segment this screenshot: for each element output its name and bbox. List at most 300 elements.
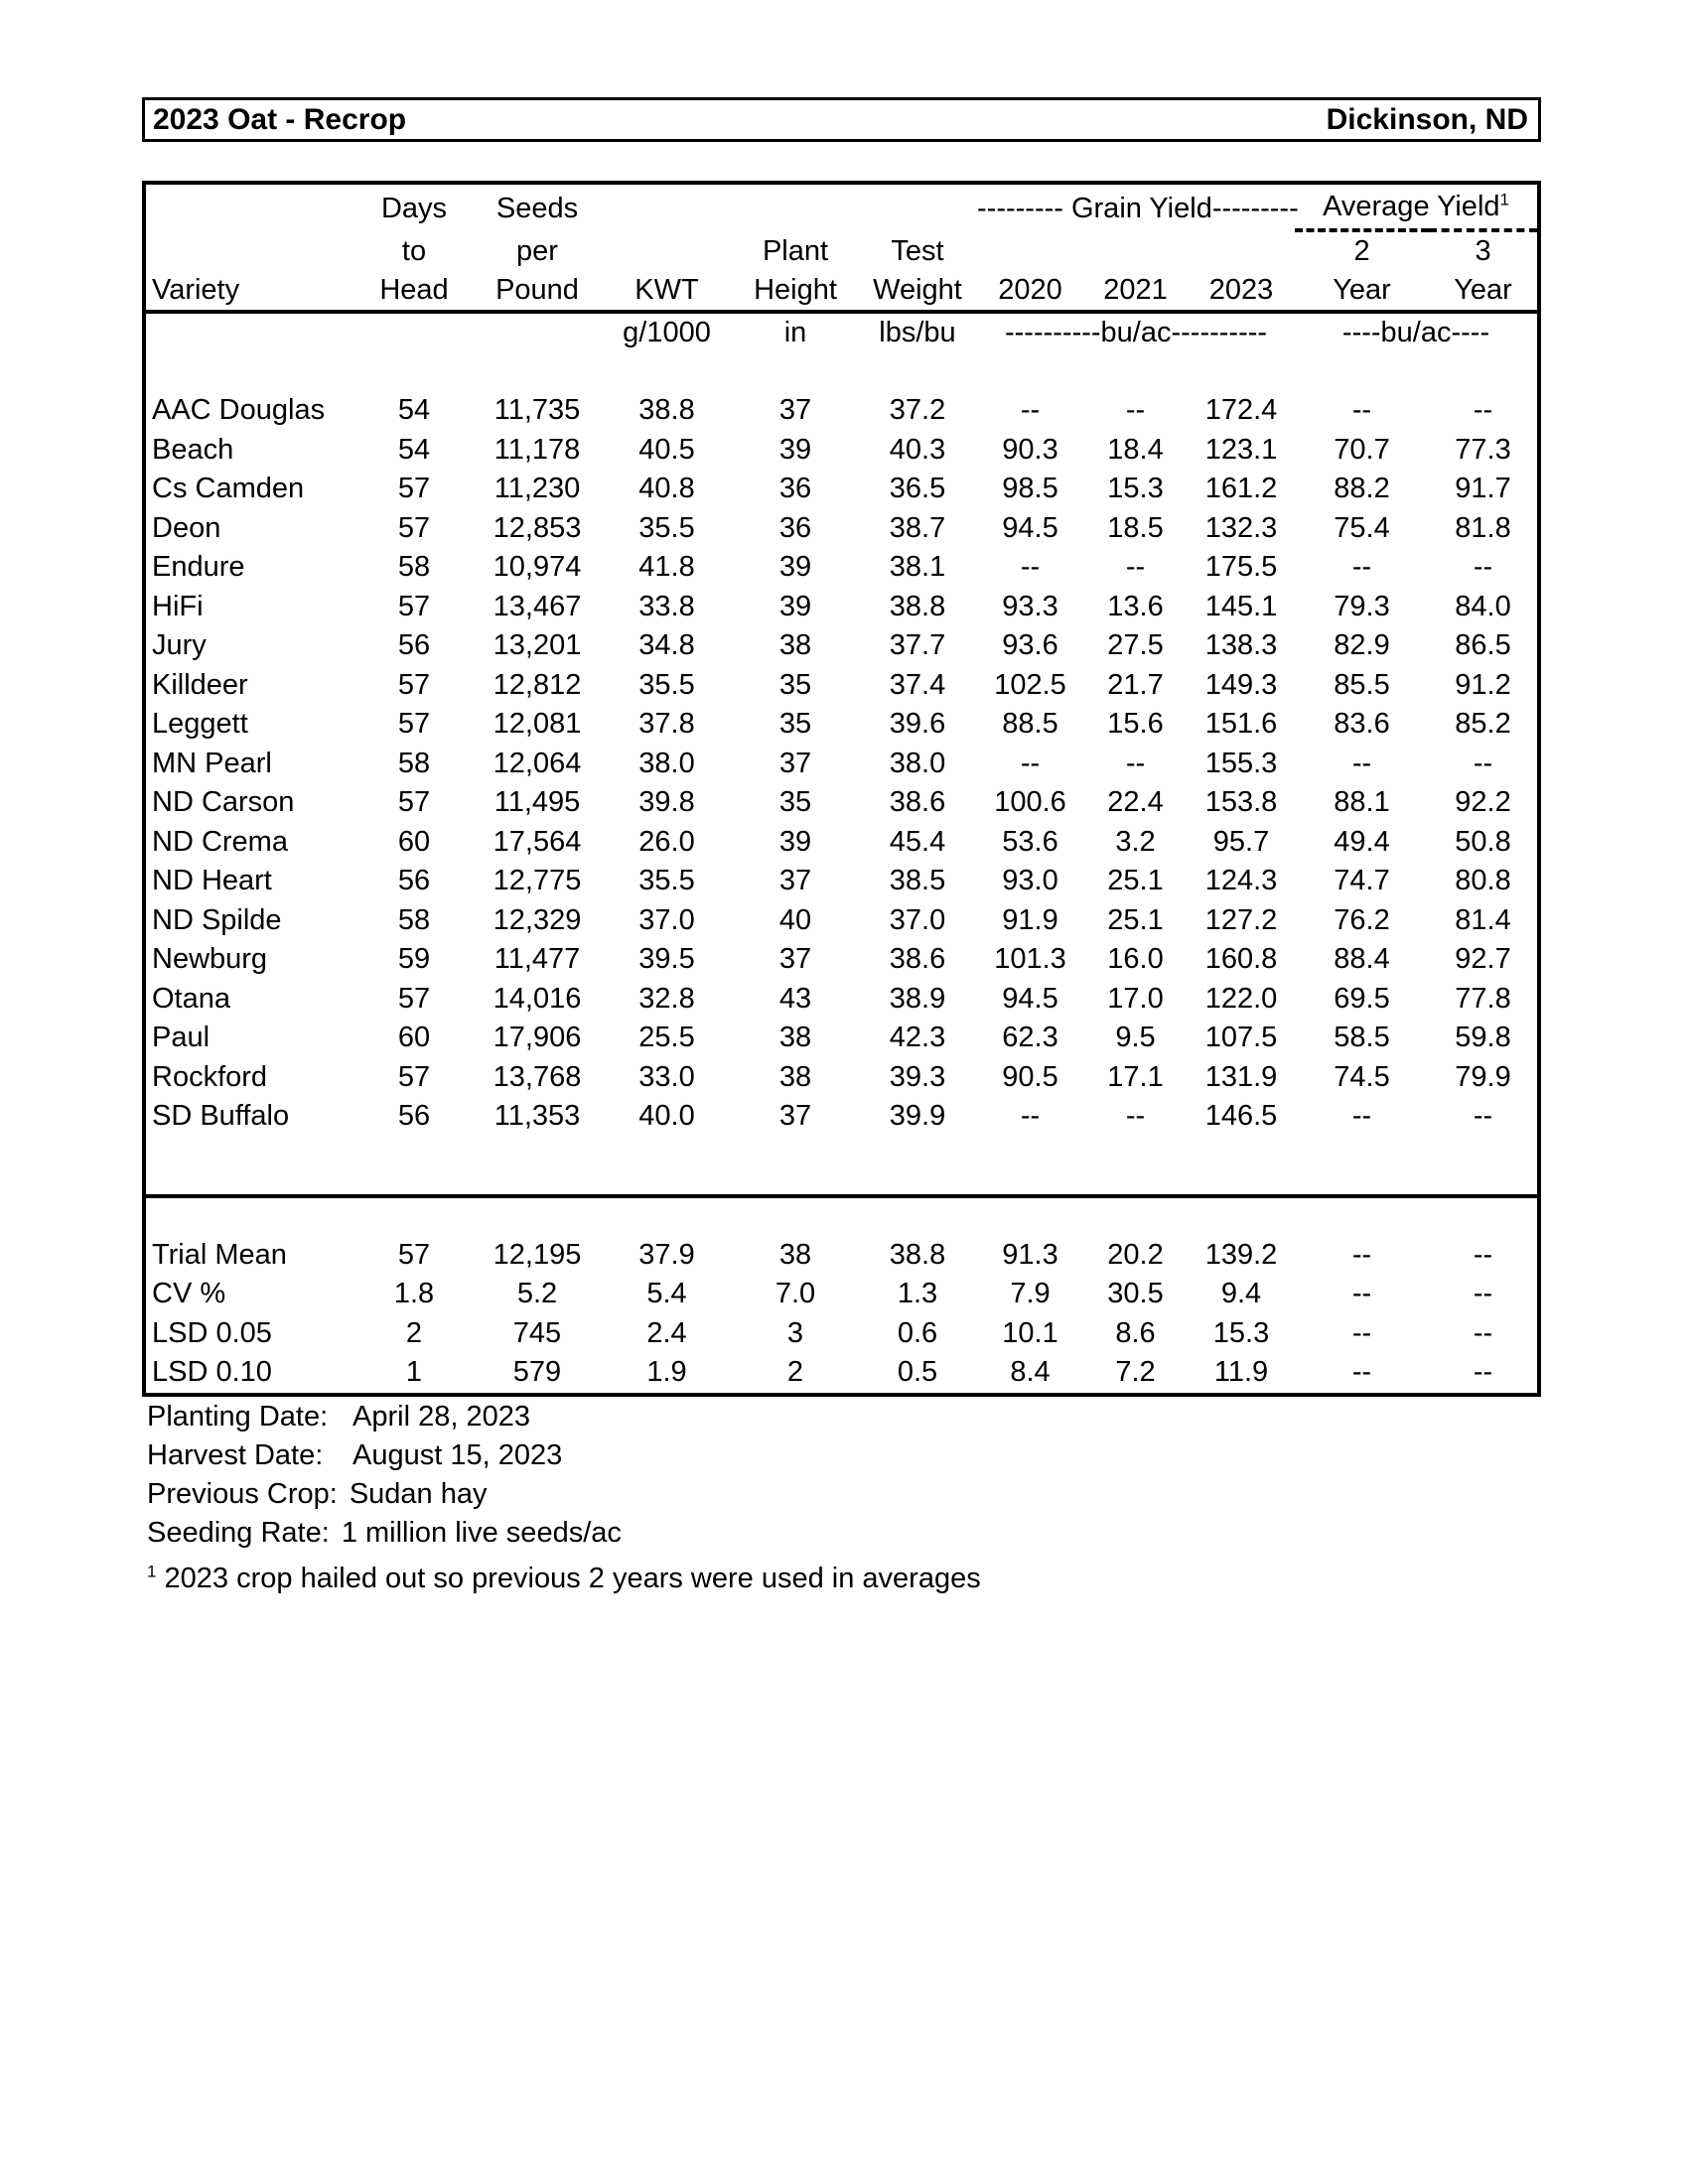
value-cell: 175.5 (1204, 551, 1278, 583)
value-cell: 17.1 (1107, 1060, 1164, 1093)
row-label-cell: Otana (152, 982, 230, 1015)
report-title-bar (142, 97, 1541, 142)
value-cell: 57 (397, 708, 431, 740)
header-row-2 (146, 230, 1537, 271)
value-cell: 77.8 (1455, 982, 1511, 1015)
report-title: 2023 Oat - Recrop (153, 102, 407, 136)
harvest-date-line (147, 1436, 981, 1475)
value-cell: 38 (778, 629, 812, 661)
blank-cell (601, 185, 733, 230)
value-cell: 131.9 (1204, 1060, 1278, 1093)
value-cell: 43 (778, 982, 812, 1015)
row-label-cell: Cs Camden (152, 473, 305, 504)
row-label-cell: Deon (152, 511, 221, 544)
value-cell: 30.5 (1107, 1278, 1164, 1309)
row-label-cell: Leggett (152, 708, 248, 740)
value-cell: 37.9 (638, 1238, 695, 1271)
value-cell: -- (1351, 394, 1372, 426)
value-cell: 56 (397, 629, 431, 661)
previous-crop-value: Sudan hay (349, 1478, 488, 1510)
value-cell: 38.8 (889, 590, 946, 622)
spacer-row (146, 352, 1537, 391)
value-cell: 88.5 (1002, 708, 1058, 740)
value-cell: 34.8 (638, 629, 695, 661)
value-cell: 124.3 (1204, 865, 1278, 896)
variety-row (146, 745, 1537, 784)
footnote-line (147, 1560, 981, 1598)
value-cell: 42.3 (889, 1022, 946, 1053)
row-label-cell: CV % (152, 1278, 226, 1309)
value-cell: 12,812 (493, 668, 582, 701)
value-cell: 33.0 (638, 1060, 695, 1093)
variety-row (146, 509, 1537, 549)
value-cell: 38 (778, 1238, 812, 1271)
value-cell: 85.2 (1455, 708, 1511, 740)
value-cell: 10,974 (493, 551, 582, 583)
value-cell: 12,329 (493, 903, 582, 936)
variety-row (146, 901, 1537, 941)
value-cell: 74.5 (1334, 1060, 1390, 1093)
value-cell: 58 (397, 747, 431, 779)
header-row-1 (146, 185, 1537, 230)
value-cell: 39.6 (889, 708, 946, 740)
value-cell: 745 (512, 1316, 562, 1349)
value-cell: -- (1473, 551, 1493, 583)
summary-row (146, 1275, 1537, 1314)
table-header-section (146, 185, 1537, 391)
value-cell: 83.6 (1334, 708, 1390, 740)
value-cell: 95.7 (1212, 825, 1270, 858)
value-cell: 8.4 (1010, 1356, 1051, 1388)
value-cell: 15.6 (1107, 708, 1164, 740)
value-cell: 91.7 (1455, 473, 1511, 504)
value-cell: 146.5 (1204, 1100, 1278, 1132)
value-cell: 58.5 (1334, 1022, 1390, 1053)
row-label-cell: Trial Mean (152, 1238, 287, 1271)
col-header-head: Head (354, 271, 474, 312)
value-cell: 54 (397, 394, 431, 426)
value-cell: 13,768 (493, 1060, 582, 1093)
value-cell: 151.6 (1204, 708, 1278, 740)
value-cell: 90.3 (1002, 433, 1058, 466)
value-cell: 49.4 (1334, 825, 1390, 858)
value-cell: 35.5 (638, 511, 695, 544)
blank-cell (977, 230, 1083, 271)
value-cell: -- (1020, 747, 1041, 779)
blank-cell (354, 312, 474, 352)
value-cell: 38.9 (889, 982, 946, 1015)
value-cell: 37.0 (638, 903, 695, 936)
value-cell: 122.0 (1204, 982, 1278, 1015)
trial-data-table (146, 185, 1537, 1393)
value-cell: 27.5 (1107, 629, 1164, 661)
col-header-variety: Variety (146, 271, 354, 312)
value-cell: 1.9 (646, 1356, 687, 1388)
value-cell: 38.7 (889, 511, 946, 544)
seeding-rate-label: Seeding Rate: (147, 1517, 330, 1549)
value-cell: 7.2 (1115, 1356, 1156, 1388)
unit-kwt: g/1000 (623, 317, 711, 348)
value-cell: 1 (405, 1356, 423, 1388)
value-cell: 60 (397, 1022, 431, 1053)
value-cell: 40.0 (638, 1100, 695, 1132)
value-cell: 37.2 (889, 394, 946, 426)
value-cell: 12,775 (493, 865, 582, 896)
variety-row (146, 431, 1537, 471)
value-cell: -- (1125, 747, 1146, 779)
trial-table-box (142, 181, 1541, 1397)
value-cell: 35.5 (638, 865, 695, 896)
value-cell: 11,495 (493, 786, 581, 818)
summary-row (146, 1314, 1537, 1354)
value-cell: 8.6 (1115, 1316, 1156, 1349)
value-cell: 101.3 (994, 943, 1066, 975)
blank-cell (601, 230, 733, 271)
value-cell: 18.5 (1107, 511, 1164, 544)
planting-date-line (147, 1398, 981, 1436)
planting-date-label: Planting Date: (147, 1401, 329, 1433)
row-label-cell: LSD 0.10 (152, 1356, 272, 1388)
value-cell: 132.3 (1204, 511, 1278, 544)
spacer-row-separator (146, 1137, 1537, 1196)
value-cell: 37.4 (889, 668, 946, 701)
value-cell: 160.8 (1204, 943, 1278, 975)
value-cell: 35.5 (638, 668, 695, 701)
value-cell: 38.8 (638, 394, 695, 426)
value-cell: 37.0 (889, 903, 946, 936)
value-cell: 56 (397, 1100, 431, 1132)
value-cell: 39 (778, 551, 812, 583)
value-cell: -- (1351, 1356, 1372, 1388)
variety-row (146, 1058, 1537, 1098)
col-header-2020: 2020 (977, 271, 1083, 312)
value-cell: 76.2 (1334, 903, 1390, 936)
value-cell: 74.7 (1334, 865, 1390, 896)
footer-notes (147, 1398, 981, 1598)
variety-row (146, 705, 1537, 745)
value-cell: 25.1 (1107, 865, 1164, 896)
value-cell: 91.9 (1002, 903, 1058, 936)
value-cell: 20.2 (1107, 1238, 1164, 1271)
col-group-average-yield (1295, 185, 1537, 230)
value-cell: 81.8 (1455, 511, 1511, 544)
value-cell: 1.3 (897, 1278, 938, 1309)
previous-crop-line (147, 1475, 981, 1514)
col-header-kwt: KWT (601, 271, 733, 312)
average-yield-footnote-marker: 1 (1499, 190, 1509, 209)
value-cell: 50.8 (1455, 825, 1511, 858)
col-header-2021: 2021 (1083, 271, 1188, 312)
value-cell: 91.2 (1455, 668, 1511, 701)
value-cell: 11,735 (493, 394, 581, 426)
value-cell: 38.5 (889, 865, 946, 896)
row-label-cell: ND Spilde (152, 903, 282, 936)
value-cell: 94.5 (1002, 511, 1058, 544)
col-header-plant: Plant (762, 235, 829, 267)
col-header-days: Days (380, 193, 448, 224)
value-cell: 92.7 (1455, 943, 1511, 975)
value-cell: 85.5 (1334, 668, 1390, 701)
value-cell: 88.2 (1334, 473, 1390, 504)
value-cell: 79.9 (1455, 1060, 1511, 1093)
value-cell: 161.2 (1204, 473, 1278, 504)
variety-row (146, 940, 1537, 980)
value-cell: 93.0 (1002, 865, 1058, 896)
row-label-cell: SD Buffalo (152, 1100, 290, 1132)
value-cell: 12,853 (493, 511, 582, 544)
value-cell: 15.3 (1212, 1316, 1270, 1349)
blank-cell (858, 185, 977, 230)
value-cell: 26.0 (638, 825, 695, 858)
value-cell: 62.3 (1002, 1022, 1058, 1053)
row-label-cell: Paul (152, 1022, 211, 1053)
harvest-date-value: August 15, 2023 (352, 1439, 563, 1471)
value-cell: -- (1020, 394, 1041, 426)
value-cell: 17,906 (493, 1022, 582, 1053)
blank-cell (146, 1137, 1537, 1196)
value-cell: 38.1 (889, 551, 946, 583)
value-cell: 21.7 (1107, 668, 1164, 701)
value-cell: 139.2 (1204, 1238, 1278, 1271)
value-cell: 37 (778, 394, 812, 426)
value-cell: 40.8 (638, 473, 695, 504)
col-header-height: Height (733, 271, 858, 312)
unit-grain-yield: ----------bu/ac---------- (1004, 317, 1268, 348)
blank-cell (146, 352, 1537, 391)
value-cell: 18.4 (1107, 433, 1164, 466)
value-cell: 15.3 (1107, 473, 1164, 504)
value-cell: 40.5 (638, 433, 695, 466)
value-cell: 172.4 (1204, 394, 1278, 426)
value-cell: 70.7 (1334, 433, 1390, 466)
row-label-cell: Rockford (152, 1060, 268, 1093)
value-cell: 36 (778, 511, 812, 544)
value-cell: -- (1125, 551, 1146, 583)
value-cell: 38.0 (638, 747, 695, 779)
value-cell: 0.6 (897, 1316, 938, 1349)
value-cell: -- (1473, 747, 1493, 779)
col-header-pound: Pound (474, 271, 601, 312)
col-header-3year: Year (1429, 271, 1537, 312)
value-cell: -- (1351, 1316, 1372, 1349)
report-location: Dickinson, ND (1326, 102, 1528, 136)
value-cell: 69.5 (1334, 982, 1390, 1015)
value-cell: 92.2 (1455, 786, 1511, 818)
value-cell: -- (1020, 551, 1041, 583)
row-label-cell: Beach (152, 433, 234, 466)
row-label-cell: AAC Douglas (152, 394, 326, 426)
value-cell: 14,016 (493, 982, 582, 1015)
value-cell: 0.5 (897, 1356, 938, 1388)
value-cell: 75.4 (1334, 511, 1390, 544)
value-cell: 37.8 (638, 708, 695, 740)
variety-row (146, 548, 1537, 588)
value-cell: 38.6 (889, 786, 946, 818)
value-cell: 35 (778, 668, 812, 701)
variety-row (146, 470, 1537, 509)
value-cell: -- (1020, 1100, 1041, 1132)
value-cell: -- (1473, 1238, 1493, 1271)
value-cell: 1.8 (393, 1278, 435, 1309)
value-cell: 57 (397, 786, 431, 818)
value-cell: 39 (778, 590, 812, 622)
value-cell: 7.0 (774, 1278, 816, 1309)
value-cell: 39.3 (889, 1060, 946, 1093)
value-cell: -- (1125, 394, 1146, 426)
value-cell: -- (1473, 1100, 1493, 1132)
value-cell: 36 (778, 473, 812, 504)
value-cell: 38.8 (889, 1238, 946, 1271)
value-cell: 91.3 (1002, 1238, 1058, 1271)
value-cell: -- (1351, 747, 1372, 779)
value-cell: 145.1 (1204, 590, 1278, 622)
col-header-to: to (401, 235, 427, 267)
value-cell: 12,195 (493, 1238, 582, 1271)
value-cell: 35 (778, 786, 812, 818)
value-cell: 86.5 (1455, 629, 1511, 661)
value-cell: 90.5 (1002, 1060, 1058, 1093)
value-cell: 3.2 (1115, 825, 1156, 858)
previous-crop-label: Previous Crop: (147, 1478, 338, 1510)
value-cell: 11,230 (493, 473, 581, 504)
row-label-cell: Newburg (152, 943, 268, 975)
col-header-per: per (516, 235, 558, 267)
value-cell: 138.3 (1204, 629, 1278, 661)
value-cell: 123.1 (1204, 433, 1278, 466)
value-cell: 79.3 (1334, 590, 1390, 622)
blank-cell (1188, 230, 1295, 271)
blank-cell (733, 185, 858, 230)
value-cell: -- (1351, 1100, 1372, 1132)
value-cell: 80.8 (1455, 865, 1511, 896)
seeding-rate-value: 1 million live seeds/ac (341, 1517, 622, 1549)
value-cell: 2 (786, 1356, 804, 1388)
row-label-cell: HiFi (152, 590, 204, 622)
seeding-rate-line (147, 1514, 981, 1553)
value-cell: -- (1351, 551, 1372, 583)
value-cell: 33.8 (638, 590, 695, 622)
col-header-3: 3 (1475, 235, 1491, 267)
value-cell: 11,477 (493, 943, 581, 975)
section-separator (146, 1137, 1537, 1236)
value-cell: -- (1125, 1100, 1146, 1132)
value-cell: 17,564 (493, 825, 582, 858)
value-cell: 11,353 (493, 1100, 581, 1132)
blank-cell (146, 312, 354, 352)
variety-row (146, 980, 1537, 1020)
value-cell: 5.2 (516, 1278, 558, 1309)
value-cell: 100.6 (994, 786, 1066, 818)
value-cell: 93.6 (1002, 629, 1058, 661)
value-cell: 5.4 (646, 1278, 687, 1309)
row-label-cell: LSD 0.05 (152, 1316, 272, 1349)
value-cell: 53.6 (1002, 825, 1058, 858)
value-cell: 12,064 (493, 747, 582, 779)
value-cell: 3 (786, 1316, 804, 1349)
blank-cell (146, 230, 354, 271)
variety-row (146, 588, 1537, 627)
value-cell: 37 (778, 865, 812, 896)
value-cell: 98.5 (1002, 473, 1058, 504)
value-cell: 84.0 (1455, 590, 1511, 622)
value-cell: 38.0 (889, 747, 946, 779)
value-cell: 88.1 (1334, 786, 1390, 818)
value-cell: 56 (397, 865, 431, 896)
value-cell: 32.8 (638, 982, 695, 1015)
value-cell: 57 (397, 1238, 431, 1271)
row-label-cell: ND Heart (152, 865, 272, 896)
unit-height: in (783, 317, 807, 348)
value-cell: 93.3 (1002, 590, 1058, 622)
variety-row (146, 1019, 1537, 1058)
value-cell: -- (1351, 1238, 1372, 1271)
value-cell: 13,467 (493, 590, 582, 622)
value-cell: 58 (397, 903, 431, 936)
value-cell: 81.4 (1455, 903, 1511, 936)
value-cell: 102.5 (994, 668, 1066, 701)
variety-row (146, 626, 1537, 666)
variety-row (146, 666, 1537, 706)
value-cell: -- (1473, 1316, 1493, 1349)
value-cell: 40.3 (889, 433, 946, 466)
value-cell: 11,178 (493, 433, 581, 466)
col-header-test: Test (891, 235, 944, 267)
footnote-text: 2023 crop hailed out so previous 2 years were used in averages (164, 1563, 981, 1594)
value-cell: 57 (397, 590, 431, 622)
value-cell: 39.5 (638, 943, 695, 975)
value-cell: 9.5 (1115, 1022, 1156, 1053)
value-cell: 77.3 (1455, 433, 1511, 466)
value-cell: 2 (405, 1316, 423, 1349)
value-cell: 40 (778, 903, 812, 936)
row-label-cell: MN Pearl (152, 747, 272, 779)
col-header-2year: Year (1295, 271, 1429, 312)
value-cell: 37 (778, 1100, 812, 1132)
value-cell: 127.2 (1204, 903, 1278, 936)
value-cell: 82.9 (1334, 629, 1390, 661)
header-row-3 (146, 271, 1537, 312)
value-cell: 10.1 (1002, 1316, 1058, 1349)
summary-rows-section (146, 1236, 1537, 1393)
value-cell: 37 (778, 747, 812, 779)
value-cell: 149.3 (1204, 668, 1278, 701)
value-cell: 58 (397, 551, 431, 583)
value-cell: 12,081 (493, 708, 582, 740)
col-group-grain-yield: --------- Grain Yield--------- (977, 193, 1299, 224)
col-header-seeds: Seeds (495, 193, 579, 224)
value-cell: 2.4 (646, 1316, 687, 1349)
value-cell: -- (1473, 1278, 1493, 1309)
value-cell: 88.4 (1334, 943, 1390, 975)
col-header-2023: 2023 (1188, 271, 1295, 312)
harvest-date-label: Harvest Date: (147, 1439, 324, 1471)
variety-row (146, 823, 1537, 863)
value-cell: 38.6 (889, 943, 946, 975)
value-cell: 39.9 (889, 1100, 946, 1132)
blank-cell (146, 1196, 1537, 1236)
row-label-cell: Killdeer (152, 668, 248, 701)
value-cell: 57 (397, 668, 431, 701)
value-cell: 57 (397, 982, 431, 1015)
blank-cell (474, 312, 601, 352)
value-cell: 16.0 (1107, 943, 1164, 975)
variety-row (146, 391, 1537, 431)
units-row (146, 312, 1537, 352)
value-cell: 38 (778, 1022, 812, 1053)
value-cell: 39.8 (638, 786, 695, 818)
variety-row (146, 783, 1537, 823)
col-header-weight: Weight (858, 271, 977, 312)
